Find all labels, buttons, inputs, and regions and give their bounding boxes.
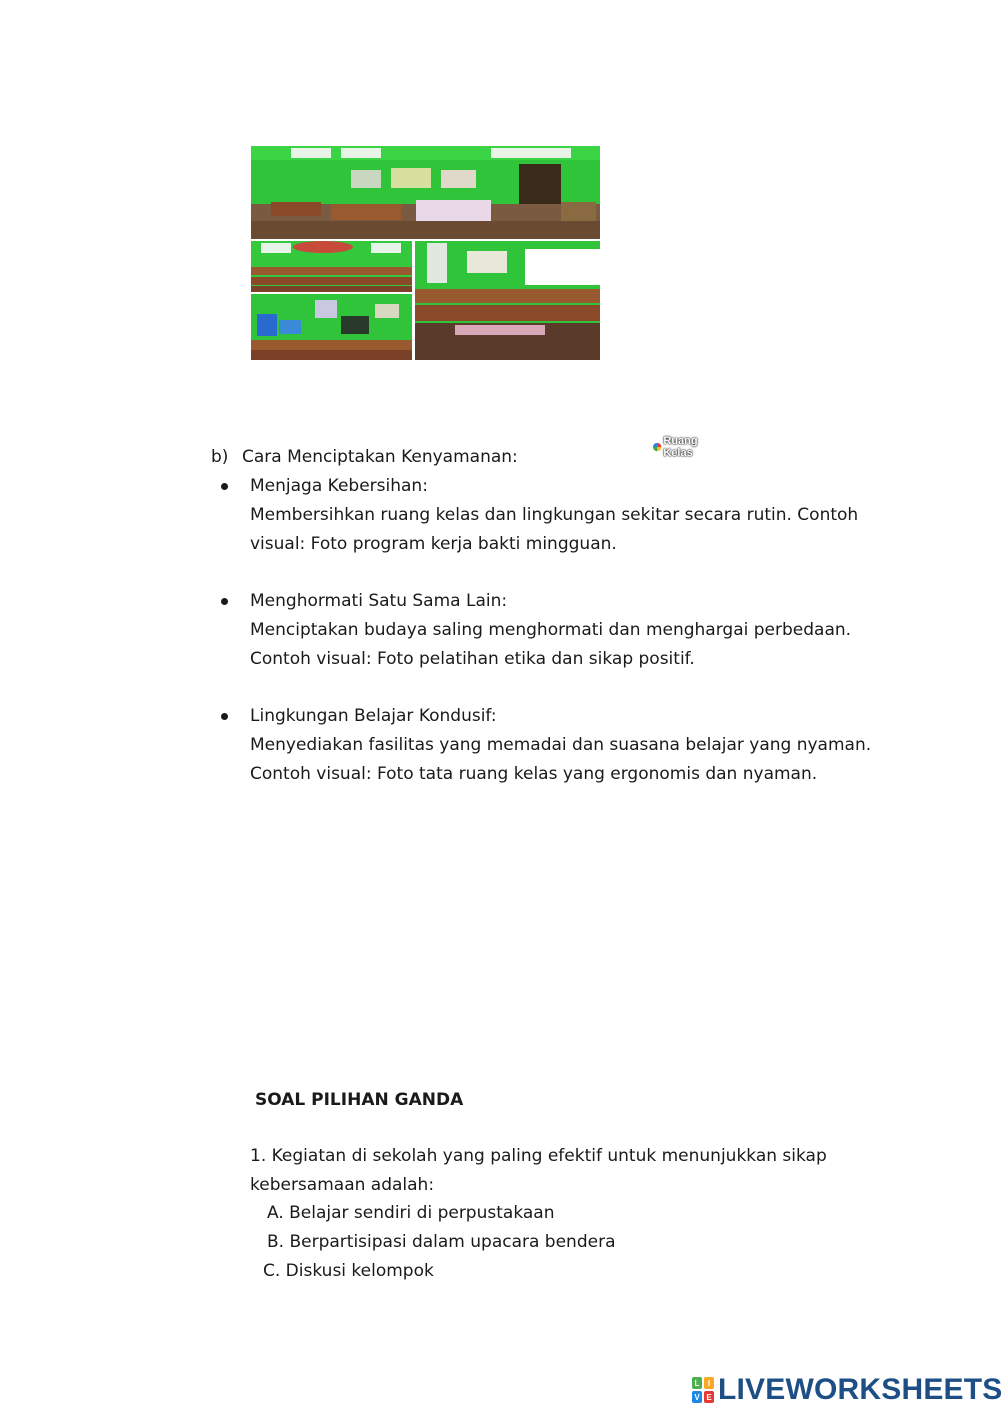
liveworksheets-logo-icon (692, 1377, 714, 1403)
svg-text:V: V (694, 1393, 700, 1402)
classroom-photo-1 (251, 146, 600, 239)
bullet-icon (221, 713, 228, 720)
svg-text:I: I (707, 1379, 711, 1388)
svg-text:L: L (694, 1379, 700, 1388)
section-b-title: Cara Menciptakan Kenyamanan: (242, 447, 518, 467)
item-text: Contoh visual: Foto tata ruang kelas yang ergonomis dan nyaman. (250, 764, 818, 784)
item-text: Menyediakan fasilitas yang memadai dan suasana belajar yang nyaman. (250, 735, 872, 755)
item-text: Membersihkan ruang kelas dan lingkungan sekitar secara rutin. Contoh (250, 505, 859, 525)
item-text: Menciptakan budaya saling menghormati dan menghargai perbedaan. (250, 620, 852, 640)
classroom-photo-3 (251, 294, 412, 360)
item-title: Lingkungan Belajar Kondusif: (250, 706, 497, 726)
quiz-heading: SOAL PILIHAN GANDA (255, 1090, 464, 1110)
item-title: Menjaga Kebersihan: (250, 476, 428, 496)
watermark-text: Ruang Kelas (663, 435, 698, 459)
classroom-photo-4 (415, 241, 698, 459)
classroom-photo-2 (251, 241, 412, 292)
section-b-marker: b) (211, 447, 229, 467)
bullet-icon (221, 598, 228, 605)
item-text: visual: Foto program kerja bakti mingguan. (250, 534, 617, 554)
svg-text:E: E (706, 1393, 712, 1402)
answer-option-c[interactable]: C. Diskusi kelompok (263, 1261, 434, 1281)
brand-name: LIVEWORKSHEETS (718, 1373, 1003, 1406)
question-text: 1. Kegiatan di sekolah yang paling efektif untuk menunjukkan sikap (250, 1146, 827, 1166)
photo-watermark (653, 435, 703, 459)
bullet-icon (221, 483, 228, 490)
answer-option-b[interactable]: B. Berpartisipasi dalam upacara bendera (267, 1232, 616, 1252)
item-title: Menghormati Satu Sama Lain: (250, 591, 508, 611)
item-text: Contoh visual: Foto pelatihan etika dan sikap positif. (250, 649, 695, 669)
watermark-logo-icon (653, 440, 661, 454)
question-text: kebersamaan adalah: (250, 1175, 435, 1195)
answer-option-a[interactable]: A. Belajar sendiri di perpustakaan (267, 1203, 555, 1223)
liveworksheets-brand[interactable] (692, 1373, 1003, 1407)
